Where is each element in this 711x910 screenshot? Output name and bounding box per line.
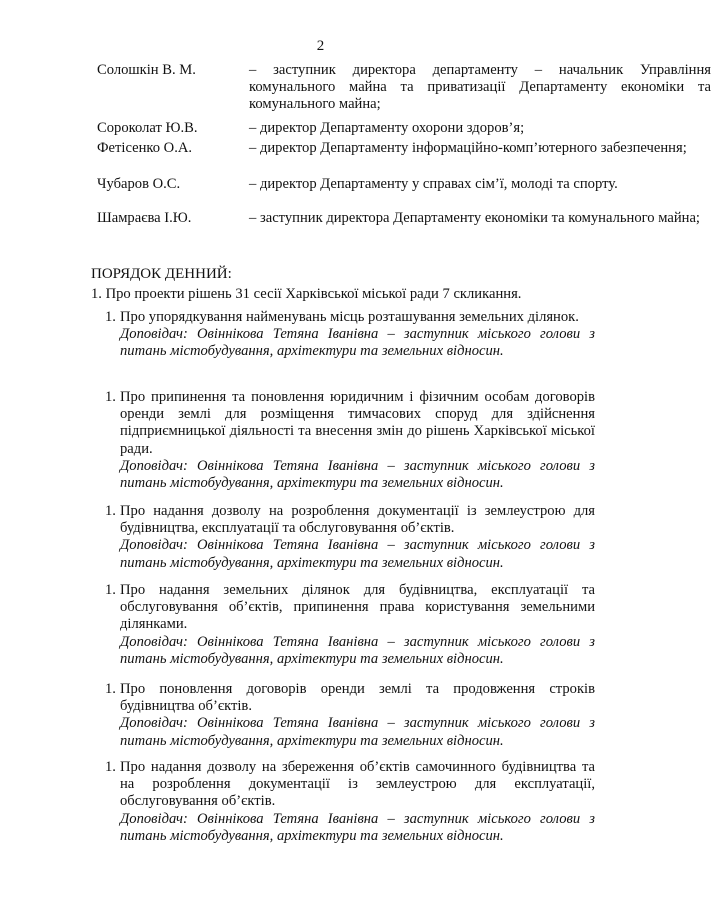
item-reporter: Доповідач: Овіннікова Тетяна Іванівна – заступник міського голови з питань містобудування, архітектури та земельних відносин.	[120, 457, 595, 492]
item-reporter: Доповідач: Овіннікова Тетяна Іванівна – заступник міського голови з питань містобудування, архітектури та земельних відносин.	[120, 633, 595, 667]
item-reporter: Доповідач: Овіннікова Тетяна Іванівна – заступник міського голови з питань містобудування, архітектури та земельних відносин.	[120, 326, 595, 360]
item-reporter: Доповідач: Овіннікова Тетяна Іванівна – заступник міського голови з питань містобудування, архітектури та земельних відносин.	[120, 537, 595, 571]
item-number: 1.	[105, 681, 116, 697]
agenda-item	[105, 759, 595, 845]
person-role: – заступник директора департаменту – начальник Управління комунального майна та приватизації Департаменту економіки та комунального майна;	[249, 62, 711, 113]
item-number: 1.	[105, 309, 116, 325]
agenda-title: ПОРЯДОК ДЕННИЙ:	[91, 266, 232, 282]
person-name: Чубаров О.С.	[97, 176, 181, 192]
item-number: 1.	[105, 759, 116, 775]
agenda-item	[105, 681, 595, 750]
item-title: Про надання дозволу на розроблення документації із землеустрою для будівництва, експлуатації та обслуговування об’єктів.	[120, 503, 595, 537]
agenda-item	[105, 389, 595, 492]
person-name: Фетісенко О.А.	[97, 140, 193, 156]
agenda-item	[105, 309, 595, 361]
page-number: 2	[316, 38, 325, 54]
agenda-item	[105, 582, 595, 668]
item-reporter: Доповідач: Овіннікова Тетяна Іванівна – заступник міського голови з питань містобудування, архітектури та земельних відносин.	[120, 810, 595, 844]
section-heading: 1. Про проекти рішень 31 сесії Харківської міської ради 7 скликання.	[91, 286, 522, 302]
person-role: – директор Департаменту у справах сім’ї, молоді та спорту.	[249, 176, 618, 192]
person-name: Шамраєва І.Ю.	[97, 210, 192, 226]
item-title: Про надання дозволу на збереження об’єктів самочинного будівництва та на розроблення документації із землеустрою для експлуатації, обслуговування об’єктів.	[120, 759, 595, 810]
agenda-item	[105, 503, 595, 572]
person-role: – директор Департаменту інформаційно-комп’ютерного забезпечення;	[249, 140, 687, 156]
item-number: 1.	[105, 389, 116, 405]
item-number: 1.	[105, 503, 116, 519]
item-title: Про упорядкування найменувань місць розташування земельних ділянок.	[120, 309, 579, 325]
item-title: Про припинення та поновлення юридичним і фізичним особам договорів оренди землі для розміщення тимчасових споруд для здійснення підприємницької діяльності та внесення змін до рішень Харківської міської ради.	[120, 389, 595, 457]
person-name: Солошкін В. М.	[97, 62, 196, 78]
item-title: Про поновлення договорів оренди землі та продовження строків будівництва об’єктів.	[120, 681, 595, 715]
item-title: Про надання земельних ділянок для будівництва, експлуатації та обслуговування об’єктів, припинення права користування земельними ділянками.	[120, 582, 595, 633]
person-role: – директор Департаменту охорони здоров’я;	[249, 120, 525, 136]
item-number: 1.	[105, 582, 116, 598]
item-reporter: Доповідач: Овіннікова Тетяна Іванівна – заступник міського голови з питань містобудування, архітектури та земельних відносин.	[120, 715, 595, 749]
person-role: – заступник директора Департаменту економіки та комунального майна;	[249, 210, 700, 226]
person-name: Сороколат Ю.В.	[97, 120, 198, 136]
